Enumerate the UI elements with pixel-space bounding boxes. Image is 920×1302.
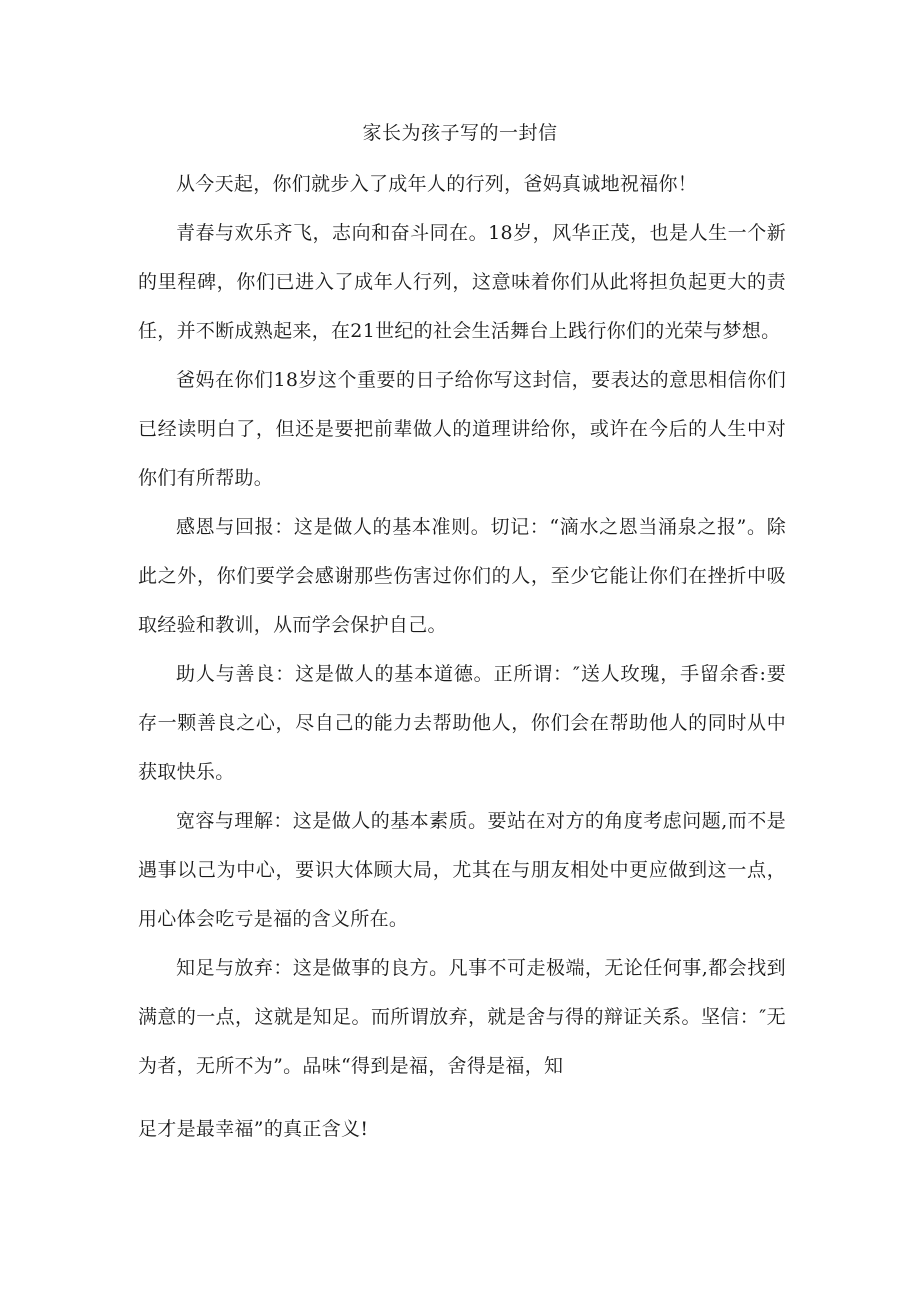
paragraph-1: 从今天起，你们就步入了成年人的行列，爸妈真诚地祝福你！ [176,173,698,195]
paragraph-2: 青春与欢乐齐飞，志向和奋斗同在。18岁，风华正茂，也是人生一个新的里程碑，你们已进入了成年人行列，这意味着你们从此将担负起更大的责任，并不断成熟起来，在21世纪的社会生活舞台上践行你们的光荣与梦想。 [138,222,786,342]
letter-body [138,160,786,1154]
paragraph-tail: 足才是最幸福”的真正含义! [138,1118,369,1140]
paragraph-4: 感恩与回报：这是做人的基本准则。切记：“滴水之恩当涌泉之报”。除此之外，你们要学会感谢那些伤害过你们的人，至少它能让你们在挫折中吸取经验和教训，从而学会保护自己。 [138,516,786,636]
letter-title: 家长为孩子写的一封信 [362,122,558,144]
paragraph-6: 宽容与理解：这是做人的基本素质。要站在对方的角度考虑问题,而不是遇事以己为中心，要识大体顾大局，尤其在与朋友相处中更应做到这一点，用心体会吃亏是福的含义所在。 [138,810,786,930]
paragraph-3: 爸妈在你们18岁这个重要的日子给你写这封信，要表达的意思相信你们已经读明白了，但还是要把前辈做人的道理讲给你，或许在今后的人生中对你们有所帮助。 [138,369,786,489]
paragraph-5: 助人与善良：这是做人的基本道德。正所谓：″送人玫瑰，手留余香:要存一颗善良之心，尽自己的能力去帮助他人，你们会在帮助他人的同时从中获取快乐。 [138,663,786,783]
paragraph-7: 知足与放弃：这是做事的良方。凡事不可走极端，无论任何事,都会找到满意的一点，这就是知足。而所谓放弃，就是舍与得的辩证关系。坚信：″无为者，无所不为”。品味“得到是福，舍得是福，知 [138,957,786,1077]
